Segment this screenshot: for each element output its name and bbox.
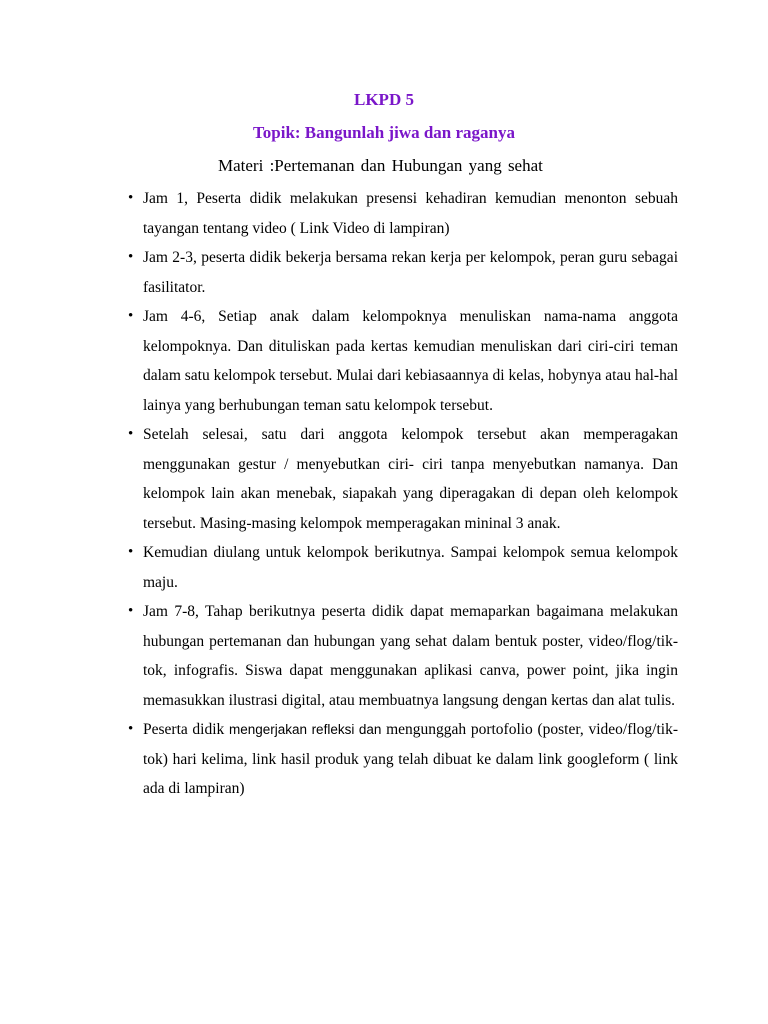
list-item-text: Setelah selesai, satu dari anggota kelompok tersebut akan memperagakan menggunakan gestur / menyebutkan ciri- ciri tanpa menyebutkan namanya. Dan kelompok lain akan menebak, siapakah yang diperagakan di depan oleh kelompok tersebut. Masing-masing kelompok memperagakan mininal 3 anak. <box>143 426 678 532</box>
list-item-text: Jam 2-3, peserta didik bekerja bersama rekan kerja per kelompok, peran guru sebagai fasilitator. <box>143 249 678 296</box>
bullet-icon: • <box>128 544 134 560</box>
list-item <box>128 715 678 804</box>
bullet-icon: • <box>128 426 134 442</box>
list-item <box>128 597 678 715</box>
list-item-text: Kemudian diulang untuk kelompok berikutnya. Sampai kelompok semua kelompok maju. <box>143 544 678 591</box>
list-item <box>128 420 678 538</box>
list-item-text-part1: Peserta didik <box>143 721 229 738</box>
list-item <box>128 538 678 597</box>
bullet-icon: • <box>128 603 134 619</box>
bullet-icon: • <box>128 249 134 265</box>
bullet-icon: • <box>128 308 134 324</box>
bullet-icon: • <box>128 190 134 206</box>
document-title: LKPD 5 <box>354 90 414 109</box>
list-item <box>128 184 678 243</box>
list-item-text: Jam 7-8, Tahap berikutnya peserta didik dapat memaparkan bagaimana melakukan hubungan pertemanan dan hubungan yang sehat dalam bentuk poster, video/flog/tik-tok, infografis. Siswa dapat menggunakan aplikasi canva, power point, jika ingin memasukkan ilustrasi digital, atau membuatnya langsung dengan kertas dan alat tulis. <box>143 603 678 709</box>
list-item-text-part3: mengunggah portofolio (poster, video/flog/tik-tok) hari kelima, link hasil produk yang telah dibuat ke dalam link googleform ( link ada di lampiran) <box>143 721 678 797</box>
bullet-icon: • <box>128 721 134 737</box>
materi-line: Materi :Pertemanan dan Hubungan yang sehat <box>218 156 543 175</box>
list-item-text-part2: mengerjakan refleksi dan <box>228 722 382 737</box>
list-item-text: Jam 1, Peserta didik melakukan presensi kehadiran kemudian menonton sebuah tayangan tentang video ( Link Video di lampiran) <box>143 190 678 237</box>
list-item <box>128 302 678 420</box>
activity-list <box>128 184 678 804</box>
list-item-text: Jam 4-6, Setiap anak dalam kelompoknya menuliskan nama-nama anggota kelompoknya. Dan dituliskan pada kertas kemudian menuliskan dari ciri-ciri teman dalam satu kelompok tersebut. Mulai dari kebiasaannya di kelas, hobynya atau hal-hal lainya yang berhubungan teman satu kelompok tersebut. <box>143 308 679 414</box>
list-item <box>128 243 678 302</box>
topic-heading: Topik: Bangunlah jiwa dan raganya <box>252 123 516 142</box>
